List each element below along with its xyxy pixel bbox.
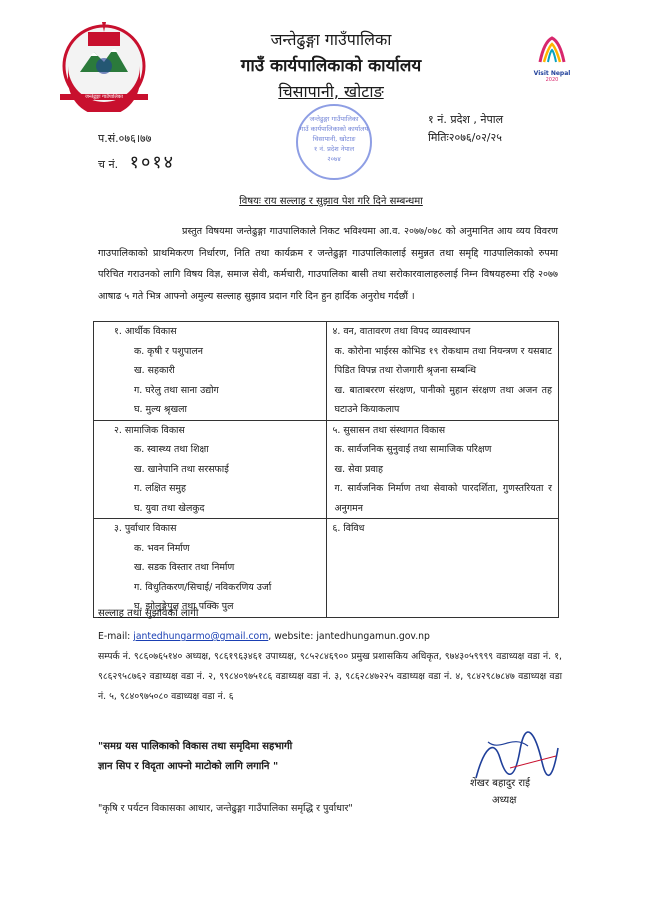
topic-item: ख. सहकारी xyxy=(134,365,175,376)
topic-heading: ४. वन, वातावरण तथा विपद व्यावस्थापन xyxy=(332,326,471,337)
topic-item: ख. खानेपानि तथा सरसफाई xyxy=(134,463,229,475)
topic-item: ख. सेवा प्रवाह xyxy=(334,463,384,475)
topic-item: घ. झोलुङ्गेपुल तथा पक्कि पुल xyxy=(134,601,234,612)
topic-heading: २. सामाजिक विकास xyxy=(114,424,185,436)
topic-item: क. स्वास्थ्य तथा शिक्षा xyxy=(134,444,209,455)
topic-cell-miscellaneous xyxy=(326,519,559,618)
table-row xyxy=(94,519,559,618)
topic-heading: ६. विविध xyxy=(332,523,365,534)
topic-item: ग. घरेलु तथा साना उद्योग xyxy=(134,384,219,396)
topic-item: क. कोरोना भाईरस कोभिड १९ रोकथाम तथा नियन्त्रण र यसबाट पिडित विपन्न तथा रोजगारी श्रृजना सम्बन्धि xyxy=(334,345,552,376)
topic-cell-governance xyxy=(326,420,559,519)
letter-subject: विषयः राय सल्लाह र सुझाव पेश गरि दिने सम्बन्धमा xyxy=(239,196,423,207)
signatory-name: शेखर बहादुर राई xyxy=(470,778,531,789)
slogan-line-2: ज्ञान सिप र विदृता आफ्नो माटोको लागि लगानि " xyxy=(98,761,279,772)
province-label: १ नं. प्रदेश , नेपाल xyxy=(428,113,504,126)
stamp-line-1: जन्तेढुङ्गा गाउँपालिका xyxy=(309,115,359,123)
dispatch-number: १०१४ xyxy=(129,152,176,173)
table-row xyxy=(94,322,559,421)
table-row xyxy=(94,420,559,519)
stamp-line-2: गाउँ कार्यपालिकाको कार्यालय xyxy=(299,125,369,133)
topic-heading: ३. पुर्वाधार विकास xyxy=(114,523,177,534)
slogan-line-3: "कृषि र पर्यटन विकासका आधार, जन्तेढुङ्गा गाउँपालिका समृद्धि र पुर्वाधार" xyxy=(98,803,353,814)
date-label: मितिः२०७६/०२/२५ xyxy=(428,131,502,144)
topic-heading: ५. सुसासन तथा संस्थागत विकास xyxy=(332,424,446,436)
email-label: E-mail: xyxy=(98,631,134,642)
website-label: , website: xyxy=(268,631,317,642)
stamp-line-3: चिसापानी, खोटाङ xyxy=(312,135,356,143)
topic-item: घ. युवा तथा खेलकुद xyxy=(134,502,205,514)
dispatch-number-row xyxy=(98,150,175,174)
emblem-caption: जन्तेढुङ्गा गाउँपालिका xyxy=(60,94,148,100)
header-office: गाउँ कार्यपालिकाको कार्यालय xyxy=(240,56,422,76)
topic-item: क. सार्वजनिक सुनुवाई तथा सामाजिक परिक्षण xyxy=(334,444,492,455)
topic-item: ख. बाताबररण संरक्षण, पानीको मुहान संरक्षण तथा अजन तह घटाउने कियाकलाप xyxy=(334,384,552,415)
topic-cell-environment xyxy=(326,322,559,421)
topic-item: ग. विधुतिकरण/सिचाई/ नविकरणिय उर्जा xyxy=(134,581,272,593)
slogan-line-1: "समग्र यस पालिकाको विकास तथा समृदिमा सहभागी xyxy=(98,741,293,752)
topic-cell-economic xyxy=(94,322,327,421)
contact-block xyxy=(98,627,562,707)
visit-nepal-text: Visit Nepal xyxy=(533,70,571,77)
stamp-line-4: १ नं. प्रदेश नेपाल xyxy=(313,145,355,153)
website-link[interactable]: jantedhungamun.gov.np xyxy=(316,631,430,642)
header-location xyxy=(0,80,662,102)
topic-cell-infrastructure xyxy=(94,519,327,618)
office-stamp xyxy=(296,104,372,180)
topic-item: ग. लक्षित समुह xyxy=(134,483,186,494)
email-link[interactable]: jantedhungarmo@gmail.com xyxy=(133,631,269,642)
stamp-line-5: २०७४ xyxy=(327,155,341,163)
topic-heading: १. आर्थीक विकास xyxy=(114,326,177,337)
topic-item: ख. सडक विस्तार तथा निर्माण xyxy=(134,562,235,573)
header-municipality: जन्तेढुङ्गा गाउँपालिका xyxy=(270,30,392,49)
topic-item: क. कृषी र पशुपालन xyxy=(134,345,204,357)
reference-number: प.सं.०७६।७७ xyxy=(98,132,152,145)
topic-item: घ. मुल्य श्रृखला xyxy=(134,404,187,415)
visit-nepal-year: 2020 xyxy=(545,77,559,83)
dispatch-label: च नं. xyxy=(98,158,119,171)
topic-item: ग. सार्वजनिक निर्माण तथा सेवाको पारदर्शिता, गुणस्तरियता र अनुगमन xyxy=(334,483,552,514)
topic-cell-social xyxy=(94,420,327,519)
contact-title: सल्लाह तथा सुझावको लागी xyxy=(98,608,199,619)
signatory-title: अध्यक्ष xyxy=(492,795,517,806)
topic-item: क. भवन निर्माण xyxy=(134,542,190,554)
contact-numbers: सम्पर्क नं. ९८६०७६५१४० अध्यक्ष, ९८६१९६३४६१ उपाध्यक्ष, ९८५२८४६९०० प्रमुख प्रशासकिय अधिकृत, ९७४३०५९९९९ वडाध्यक्ष वडा नं. १, ९८६२९५८७६२ वडाध्यक्ष वडा नं. २, ९९८४०९७५१८६ वडाध्यक्ष वडा नं. ३, ९८६२८४७२२५ वडाध्यक्ष वडा नं. ४, ९८४२९८७८४७ वडाध्यक्ष वडा नं. ५, ९८४०९७५०८० वडाध्यक्ष वडा नं. ६ xyxy=(98,651,562,702)
topics-table xyxy=(93,321,559,618)
letter-body: प्रस्तुत विषयमा जन्तेढुङ्गा गाउपालिकाले निकट भविश्यमा आ.व. २०७७/०७८ को अनुमानित आय व्यय विवरण गाउपालिकाको प्राथमिकरण निर्धारण, निति तथा कार्यक्रम र जन्तेढुङ्गा गाउपालिकालाई समुन्नत तथा समृद्दि गाउपालिकाको रुपमा परिचित गराउनको लागि विषय विज्ञ, समाज सेवी, कर्मचारी, गाउपालिका बासी तथा सरोकारवालाहरुलाई निम्न विषयहरुमा रहि २०७७ आषाढ ५ गते भित्र आफ्नो अमुल्य सल्लाह सुझाव प्रदान गरि दिन हुन हार्दिक अनुरोध गर्दछौं । xyxy=(98,226,558,302)
header-location-text: चिसापानी, खोटाङ xyxy=(278,82,384,101)
